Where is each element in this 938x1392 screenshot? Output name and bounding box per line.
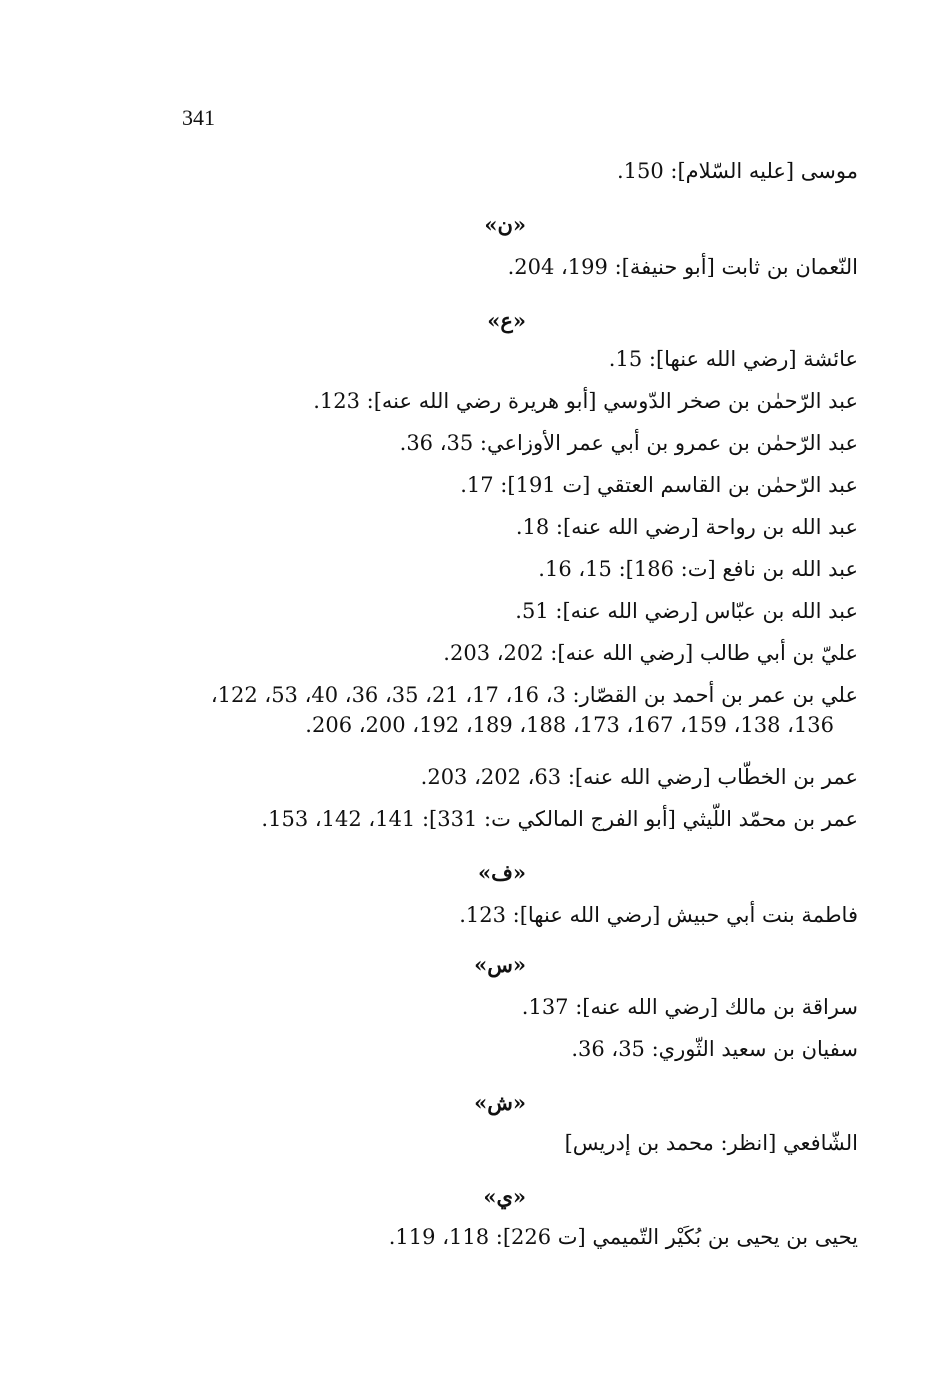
letter-heading: «ن» xyxy=(484,212,526,237)
letter-heading: «ي» xyxy=(483,1184,526,1209)
entry-line: عبد الله بن نافع [ت: 186]: 15، 16. xyxy=(538,557,858,581)
entry-line: عائشة [رضي الله عنها]: 15. xyxy=(608,347,858,371)
index-entry xyxy=(460,470,858,500)
letter-heading: «ف» xyxy=(477,860,526,885)
index-entry xyxy=(508,252,858,282)
letter-heading: «ع» xyxy=(487,308,526,333)
index-entry xyxy=(211,680,858,740)
index-entry xyxy=(522,992,858,1022)
entry-line: موسى [عليه السّلام]: 150. xyxy=(616,159,858,183)
entry-line: فاطمة بنت أبي حبيش [رضي الله عنها]: 123. xyxy=(459,903,858,927)
index-entry xyxy=(459,900,858,930)
index-entry xyxy=(515,596,858,626)
entry-line: النّعمان بن ثابت [أبو حنيفة]: 199، 204. xyxy=(507,255,858,279)
index-entry xyxy=(400,428,858,458)
index-entry xyxy=(571,1034,858,1064)
page-number: 341 xyxy=(182,105,215,130)
entry-line: عبد الرّحمٰن بن القاسم العتقي [ت 191]: 17. xyxy=(460,473,858,497)
letter-heading: «س» xyxy=(474,952,526,977)
index-entry xyxy=(609,344,858,374)
index-entry xyxy=(261,804,858,834)
entry-line: 136، 138، 159، 167، 173، 188، 189، 192، 200، 206. xyxy=(305,713,834,737)
entry-line: عبد الله بن رواحة [رضي الله عنه]: 18. xyxy=(515,515,858,539)
index-entry xyxy=(389,1222,858,1252)
entry-line: الشّافعي [انظر: محمد بن إدريس] xyxy=(564,1131,858,1155)
entry-line: عبد الرّحمٰن بن عمرو بن أبي عمر الأوزاعي: 35، 36. xyxy=(399,431,858,455)
entry-line: علي بن عمر بن أحمد بن القصّار: 3، 16، 17، 21، 35، 36، 40، 53، 122، xyxy=(210,683,858,707)
entry-line: عبد الرّحمٰن بن صخر الدّوسي [أبو هريرة رضي الله عنه]: 123. xyxy=(313,389,858,413)
index-entry xyxy=(538,554,858,584)
index-entry xyxy=(443,638,858,668)
entry-line: سفيان بن سعيد الثّوري: 35، 36. xyxy=(571,1037,858,1061)
entry-line: سراقة بن مالك [رضي الله عنه]: 137. xyxy=(521,995,858,1019)
entry-line: عبد الله بن عبّاس [رضي الله عنه]: 51. xyxy=(515,599,858,623)
entry-line: عليّ بن أبي طالب [رضي الله عنه]: 202، 203. xyxy=(443,641,858,665)
index-entry xyxy=(617,156,858,186)
letter-heading: «ش» xyxy=(474,1090,526,1115)
entry-line: عمر بن الخطّاب [رضي الله عنه]: 63، 202، 203. xyxy=(420,765,858,789)
index-entry xyxy=(516,512,858,542)
entry-line: عمر بن محمّد اللّيثي [أبو الفرج المالكي ت: 331]: 141، 142، 153. xyxy=(261,807,858,831)
index-entry xyxy=(313,386,858,416)
index-entry xyxy=(421,762,858,792)
index-entry xyxy=(565,1128,858,1158)
entry-line: يحيى بن يحيى بن بُكَيْر التّميمي [ت 226]: 118، 119. xyxy=(388,1225,858,1249)
